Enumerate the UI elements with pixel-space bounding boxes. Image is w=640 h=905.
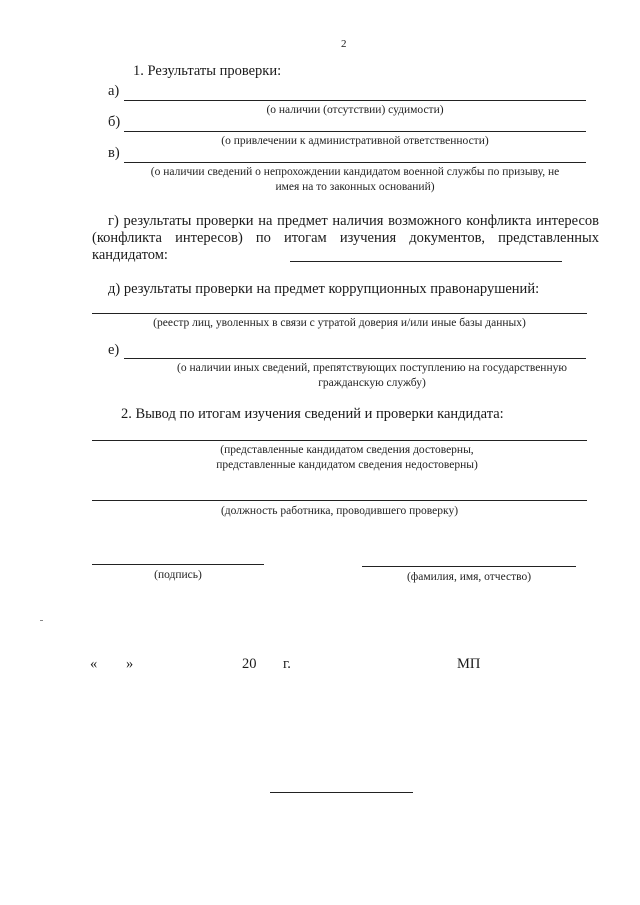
item-v-fill-line[interactable] (124, 162, 586, 163)
item-b-fill-line[interactable] (124, 131, 586, 132)
item-e-caption-line-1: (о наличии иных сведений, препятствующих поступлению на государственную (177, 362, 567, 374)
position-fill-line[interactable] (92, 500, 587, 501)
section-2-title: 2. Вывод по итогам изучения сведений и проверки кандидата: (121, 406, 504, 422)
date-year-prefix: 20 (242, 656, 257, 672)
item-a-fill-line[interactable] (124, 100, 586, 101)
item-e-caption-line-2: гражданскую службу) (318, 377, 426, 389)
item-v-caption-line-1: (о наличии сведений о непрохождении кандидатом военной службы по призыву, не (150, 166, 560, 178)
conclusion-fill-line[interactable] (92, 440, 587, 441)
signature-caption: (подпись) (154, 569, 202, 581)
item-a-caption: (о наличии (отсутствии) судимости) (266, 104, 444, 116)
item-d-caption: (реестр лиц, уволенных в связи с утратой доверия и/или иные базы данных) (153, 317, 526, 329)
date-quote-close: » (126, 656, 134, 672)
conclusion-caption-line-2: представленные кандидатом сведения недостоверны) (216, 459, 478, 471)
date-quote-open: « (90, 656, 98, 672)
signature-fill-line[interactable] (92, 564, 264, 565)
item-d-text: д) результаты проверки на предмет коррупционных правонарушений: (108, 281, 540, 297)
item-g-text: г) результаты проверки на предмет наличия возможного конфликта интересов (конфликта интересов) по итогам изучения документов, представленных кандидатом: (92, 213, 599, 263)
seal-placeholder: МП (457, 656, 481, 672)
item-v-label: в) (108, 145, 120, 161)
bottom-rule (270, 792, 413, 793)
date-year-suffix: г. (283, 656, 291, 672)
conclusion-caption-line-1: (представленные кандидатом сведения достоверны, (220, 444, 474, 456)
item-v-caption-line-2: имея на то законных оснований) (275, 181, 435, 193)
section-1-title: 1. Результаты проверки: (133, 63, 282, 79)
item-g-fill-line[interactable] (290, 261, 562, 262)
page-number: 2 (341, 38, 347, 50)
item-b-caption: (о привлечении к административной ответственности) (221, 135, 489, 147)
scan-speck (40, 620, 43, 621)
name-caption: (фамилия, имя, отчество) (406, 571, 532, 583)
item-d-fill-line[interactable] (92, 313, 587, 314)
item-e-fill-line[interactable] (124, 358, 586, 359)
item-b-label: б) (108, 114, 121, 130)
item-e-label: е) (108, 342, 120, 358)
name-fill-line[interactable] (362, 566, 576, 567)
position-caption: (должность работника, проводившего проверку) (220, 505, 459, 517)
item-a-label: а) (108, 83, 120, 99)
